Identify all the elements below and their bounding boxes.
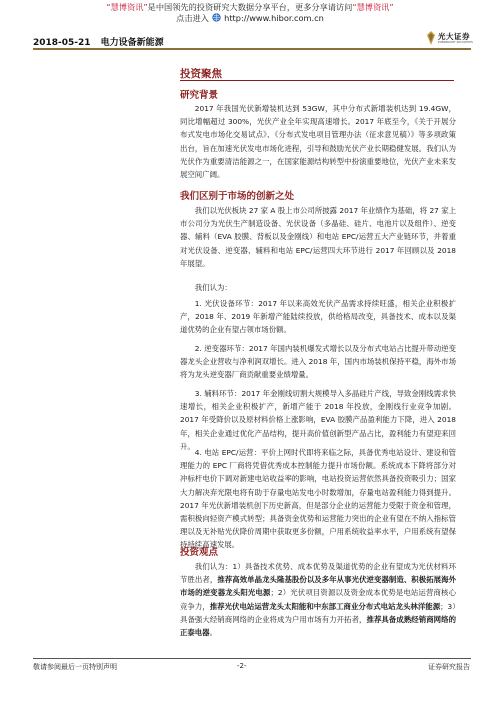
heading-research-background: 研究背景	[180, 90, 219, 101]
watermark-click-text: 点击进入	[176, 13, 209, 23]
everbright-logo	[426, 29, 474, 49]
recommendation-1: 推荐高效单晶龙头隆基股份以及多年从事光伏逆变器制造、积极拓展海外市场的逆变器龙头阳光电源	[180, 575, 456, 598]
report-date: 2018-05-21	[33, 38, 91, 48]
paragraph-we-believe: 我们认为：	[194, 283, 232, 292]
paragraph-item-epc: 4. 电站 EPC/运营：平价上网时代即将来临之际，具备优秀电站设计、建设和管理能力的 EPC 厂商将凭借优秀成本控制能力提升市场份额。系统成本下降将部分对冲标杆电价下调对新建电站收益率的影响，电站投资运营依然具备投资吸引力；国家大力解决弃光限电将有助于存量电站发电小时数增加，存量电站盈利能力得到提升。2017 年光伏新增装机创下历史新高，但是部分企业的运营能力受限于资金和管理，需积极向轻资产模式转型；具备资金优势和运营能力突出的企业有望在不纳入指标管理以及无补贴光伏降价周期中获取更多份额，户用系统收益率水平，户用系统有望保持持续高速发展。	[180, 448, 456, 550]
view-text-3: ；3）具备强大经销商网络的企业将成为户用市场有力开拓者，	[180, 601, 456, 624]
watermark-brand-2: “慧博资讯”	[352, 2, 394, 12]
page-number: -2-	[237, 662, 247, 670]
paragraph-item-inverter: 2. 逆变器环节：2017 年国内装机爆发式增长以及分布式电站占比提升带动逆变器龙头企业营收与净利润双增长。进入 2018 年，国内市场装机保持平稳，海外市场将为龙头逆变器厂商贡献重要业绩增量。	[180, 344, 456, 380]
recommendation-3: 推荐具备成熟经销商网络的正泰电器	[180, 614, 456, 638]
paragraph-innovation-intro: 我们以光伏板块 27 家 A 股上市公司所披露 2017 年业绩作为基础，将 27 家上市公司分为光伏生产制造设备、光伏设备（多晶硅、硅片、电池片以及组件）、逆变器、辅料（EVA 胶膜、背板以及金刚线）和电站 EPC/运营五大产业链环节，并着重对光伏设备、逆变器、辅料和电站 EPC/运营四大环节进行 2017 年回顾以及 2018 年展望。	[180, 206, 456, 268]
view-text-2: ；2）光伏项目资源以及资金成本优势是电站运营商核心竞争力，	[180, 588, 456, 611]
view-text-end: 。	[209, 628, 217, 638]
heading-innovation: 我们区别于市场的创新之处	[180, 191, 295, 202]
watermark-url-link[interactable]: http://www.hibor.com.cn	[224, 13, 324, 23]
report-sector: 电力设备新能源	[100, 38, 164, 48]
logo-english: EVERBRIGHT SECURITIES	[438, 41, 473, 44]
paragraph-background: 2017 年我国光伏新增装机达到 53GW，其中分布式新增装机达到 19.4GW，同比增幅超过 300%，光伏产业全年实现高速增长。2017 年底至今，《关于开展分布式发电市场化交易试点》、《分布式发电项目管理办法（征求意见稿）》等多项政策出台，旨在加速光伏发电市场化进程，引导和鼓励光伏产业长期稳健发展。我们认为光伏作为重要清洁能源之一，在国家能源结构转型中扮演重要地位，光伏产业未来发展空间广阔。	[180, 104, 456, 180]
paragraph-investment-view	[180, 560, 456, 639]
section-title-focus: 投资聚焦	[180, 68, 222, 80]
recommendation-2: 推荐光伏电站运营龙头太阳能和中东部工商业分布式电站龙头林洋能源	[209, 601, 441, 611]
watermark-text: 是中国领先的投资研究大数据分享平台，更多分享请访问	[147, 2, 353, 12]
report-header	[33, 35, 164, 48]
watermark-brand: “慧博资讯”	[106, 2, 148, 12]
footer-disclaimer: 敬请参阅最后一页特别声明	[33, 663, 117, 671]
heading-investment-view: 投资观点	[180, 547, 219, 558]
logo-chinese: 光大证券	[438, 32, 470, 41]
paragraph-item-materials: 3. 辅料环节：2017 年金刚线切割大规模导入多晶硅片产线，导致金刚线需求快速增长，相关企业积极扩产，新增产能于 2018 年投放，金刚线行业竞争加剧。2017 年受降价以及原材料价格上涨影响，EVA 胶膜产品盈利能力下降，进入 2018 年，相关企业通过优化产品结构，提升高价值创新型产品占比，盈利能力有望迎来回升。	[180, 389, 456, 451]
footer-divider	[33, 658, 471, 659]
globe-icon	[212, 13, 221, 22]
logo-mark-icon	[426, 31, 436, 45]
section-title-underline	[180, 80, 454, 81]
view-text-1: 我们认为：1）具备技术优势、成本优势及渠道优势的企业有望成为光伏材料环节胜出者，	[180, 562, 456, 585]
paragraph-item-equipment: 1. 光伏设备环节：2017 年以来高效光伏产品需求持续旺盛，相关企业积极扩产，2018 年、2019 年新增产能陆续投放，供给格局改变，具备技术、成本以及渠道优势的企业有望占领市场份额。	[180, 299, 456, 335]
header-divider	[33, 48, 471, 50]
watermark-banner	[0, 2, 500, 24]
footer-report-label: 证券研究报告	[428, 663, 470, 671]
